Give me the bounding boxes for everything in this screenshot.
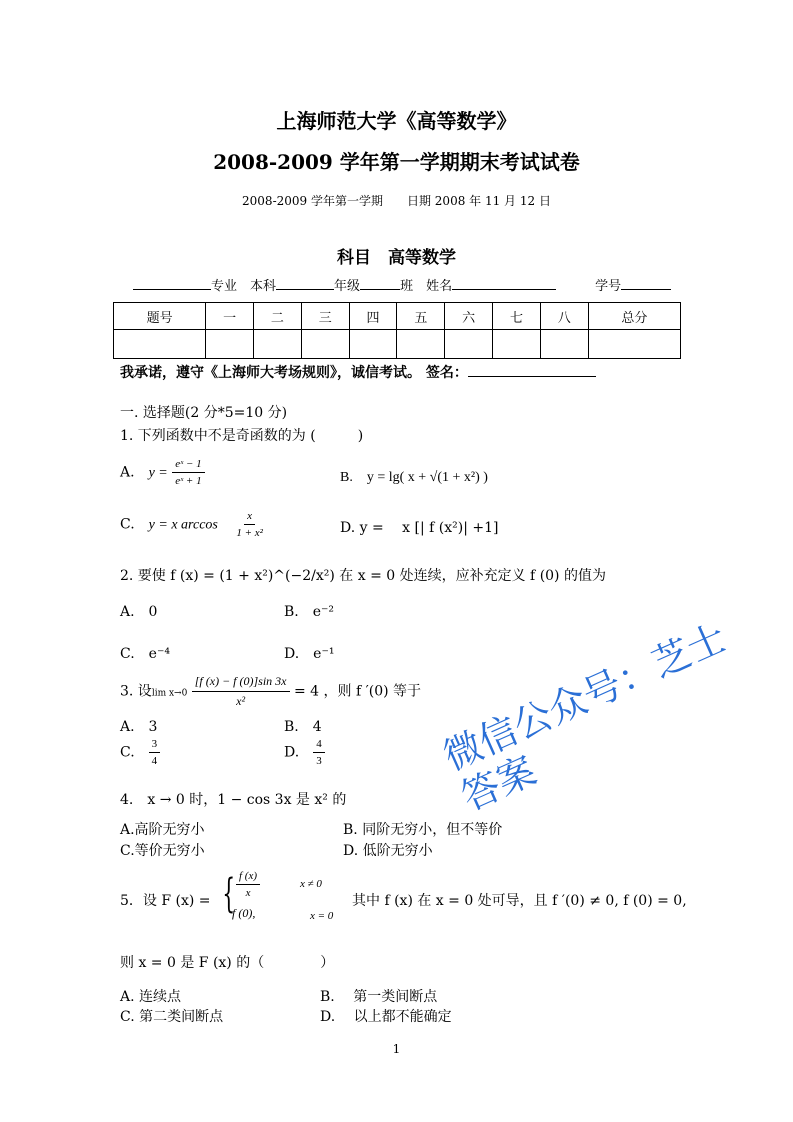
honesty-pledge: 我承诺，遵守《上海师大考场规则》，诚信考试。 签名： (120, 362, 596, 382)
q1-option-b: B. y = lg( x + √(1 + x²) ) (340, 470, 488, 485)
score-header-cell: 题号 (114, 303, 206, 330)
score-header-cell: 五 (397, 303, 445, 330)
q1-option-d: D. y = x [| f (x²)| +1] (340, 520, 499, 536)
q1-option-c: C. y = x arccos $\frac{x}{\text{1 + x²}}$ (120, 510, 263, 539)
score-cell (349, 330, 397, 359)
q5-case-1-cond: x ≠ 0 (300, 878, 322, 890)
score-table (113, 302, 681, 359)
watermark: 微信公众号：芝士答案 (437, 615, 733, 820)
q5-case-2: f (0), (232, 906, 256, 920)
score-header-cell: 总分 (588, 303, 680, 330)
score-cell (445, 330, 493, 359)
date-line: 2008-2009 学年第一学期 日期 2008 年 11 月 12 日 (242, 194, 551, 208)
q4-option-b: B. 同阶无穷小，但不等价 (343, 822, 503, 838)
score-header-cell: 八 (540, 303, 588, 330)
title-exam: 2008-2009 学年第一学期期末考试试卷 (213, 150, 580, 174)
q5-option-c: C. 第二类间断点 (120, 1009, 224, 1025)
score-cell (397, 330, 445, 359)
q4-option-a: A.高阶无穷小 (120, 822, 205, 838)
q4-option-c: C.等价无穷小 (120, 843, 205, 859)
question-3: 3. 设lim x→0 $\frac{[f (x) - f (0)]\sin 3x}{\text{x²}}$ = 4 ，则 f ′(0) 等于 (120, 674, 422, 708)
score-cell (254, 330, 302, 359)
score-cell (206, 330, 254, 359)
score-header-cell: 四 (349, 303, 397, 330)
q2-option-c: C. e⁻⁴ (120, 646, 170, 662)
score-header-cell: 一 (206, 303, 254, 330)
q5-option-a: A. 连续点 (120, 989, 182, 1005)
q3-option-d: D. $\frac{4}{3}$ (284, 738, 325, 767)
question-1: 1. 下列函数中不是奇函数的为 ( ) (120, 428, 364, 444)
question-5: 5．设 F (x) = (120, 893, 211, 909)
score-cell (114, 330, 206, 359)
q5-stem-rest: 其中 f (x) 在 x = 0 处可导，且 f ′(0) ≠ 0, f (0) = 0, (352, 893, 687, 909)
q4-option-d: D. 低阶无穷小 (343, 843, 433, 859)
subject: 科目 高等数学 (337, 248, 456, 268)
q5-case-1: $\frac{f (x)}{x}$ (236, 870, 260, 899)
q2-option-b: B. e⁻² (284, 604, 335, 620)
score-cell (301, 330, 349, 359)
q5-case-2-cond: x = 0 (310, 910, 334, 922)
title-university: 上海师范大学《高等数学》 (276, 109, 517, 133)
q2-option-d: D. e⁻¹ (284, 646, 335, 662)
score-header-cell: 三 (301, 303, 349, 330)
section-heading: 一. 选择题(2 分*5=10 分) (120, 405, 288, 421)
page-number: 1 (392, 1042, 401, 1056)
question-4: 4. x → 0 时，1 − cos 3x 是 x² 的 (120, 792, 347, 808)
q5-option-d: D. 以上都不能确定 (320, 1009, 452, 1025)
score-cell (540, 330, 588, 359)
brace: { (222, 871, 236, 917)
score-header-cell: 六 (445, 303, 493, 330)
q1-option-a: A. y = $\frac{\text{eˣ − 1}}{\text{eˣ + 1}}$ (120, 458, 205, 487)
score-cell (493, 330, 541, 359)
q3-option-b: B. 4 (284, 719, 322, 735)
q3-option-c: C. $\frac{3}{4}$ (120, 738, 160, 767)
score-header-cell: 二 (254, 303, 302, 330)
q2-option-a: A. 0 (120, 604, 158, 620)
score-cell (588, 330, 680, 359)
question-2: 2. 要使 f (x) = (1 + x²)^(−2/x²) 在 x = 0 处连续，应补充定义 f (0) 的值为 (120, 568, 606, 584)
info-line: 专业 本科 年级 班 姓名 学号 (133, 275, 671, 294)
q5-line2: 则 x = 0 是 F (x) 的（ ） (120, 955, 335, 971)
score-header-cell: 七 (493, 303, 541, 330)
q5-option-b: B. 第一类间断点 (320, 989, 438, 1005)
q3-option-a: A. 3 (120, 719, 158, 735)
